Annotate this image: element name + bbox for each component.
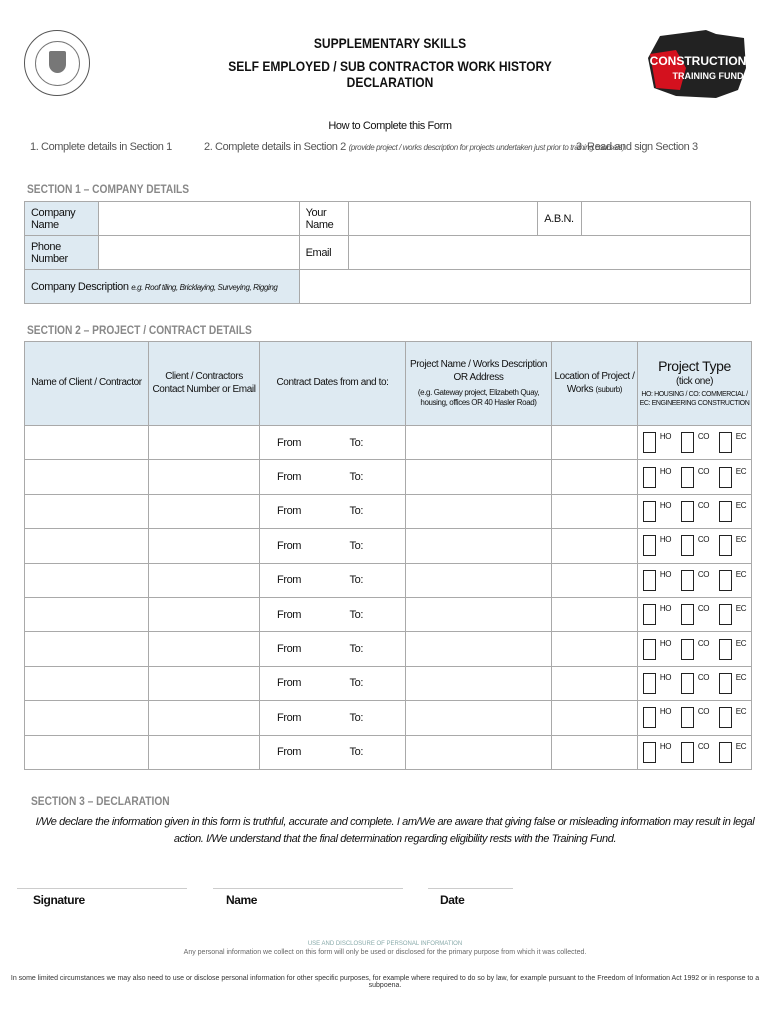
project-row	[25, 597, 752, 631]
government-seal-logo	[24, 30, 90, 96]
company-name-label: Company Name	[25, 202, 99, 236]
project-description-cell[interactable]	[406, 494, 552, 528]
name-line[interactable]	[213, 888, 403, 889]
howto-step2	[204, 141, 624, 153]
ec-label: EC	[735, 466, 747, 476]
ho-label: HO	[659, 741, 672, 751]
project-description-cell[interactable]	[406, 529, 552, 563]
header-location	[552, 342, 638, 426]
from-label: From	[277, 711, 302, 724]
howto-step2-note: (provide project / works description for projects undertaken just prior to training course/s)	[348, 143, 625, 152]
co-label: CO	[697, 432, 710, 442]
company-description-note: e.g. Roof tiling, Bricklaying, Surveying, Rigging	[131, 282, 278, 292]
client-name-cell[interactable]	[25, 735, 149, 769]
project-row	[25, 632, 752, 666]
howto-step1: 1. Complete details in Section 1	[30, 141, 172, 153]
housing-checkbox[interactable]	[643, 432, 656, 453]
client-name-cell[interactable]	[25, 701, 149, 735]
contract-dates-cell[interactable]	[260, 529, 406, 563]
project-type-cell	[638, 529, 752, 563]
commercial-checkbox[interactable]	[681, 604, 694, 625]
privacy-line1: Any personal information we collect on this form will only be used or disclosed for the primary purpose from which it was collected.	[183, 949, 587, 957]
co-label: CO	[697, 604, 710, 614]
email-label: Email	[299, 236, 348, 270]
contract-dates-cell[interactable]	[260, 666, 406, 700]
ho-label: HO	[659, 707, 672, 717]
location-cell[interactable]	[552, 563, 638, 597]
client-name-cell[interactable]	[25, 529, 149, 563]
client-contact-cell[interactable]	[149, 460, 260, 494]
project-description-cell[interactable]	[406, 426, 552, 460]
project-description-cell[interactable]	[406, 735, 552, 769]
ec-label: EC	[735, 569, 747, 579]
engineering-checkbox[interactable]	[719, 570, 732, 591]
header-location-note: (suburb)	[595, 384, 623, 394]
project-type-cell	[638, 735, 752, 769]
company-description-text: Company Description	[31, 280, 129, 293]
location-cell[interactable]	[552, 529, 638, 563]
co-label: CO	[697, 741, 710, 751]
project-row	[25, 563, 752, 597]
header-project-note: (e.g. Gateway project, Elizabeth Quay, housing, offices OR 40 Hasler Road)	[417, 388, 540, 407]
commercial-checkbox[interactable]	[681, 501, 694, 522]
commercial-checkbox[interactable]	[681, 467, 694, 488]
project-type-cell	[638, 632, 752, 666]
co-label: CO	[697, 466, 710, 476]
client-contact-cell[interactable]	[149, 494, 260, 528]
from-label: From	[277, 608, 302, 621]
to-label: To:	[349, 677, 363, 690]
howto-title: How to Complete this Form	[328, 120, 452, 132]
ec-label: EC	[735, 741, 747, 751]
company-description-label	[25, 270, 300, 304]
engineering-checkbox[interactable]	[719, 535, 732, 556]
ec-label: EC	[735, 672, 747, 682]
housing-checkbox[interactable]	[643, 707, 656, 728]
housing-checkbox[interactable]	[643, 742, 656, 763]
from-label: From	[277, 505, 302, 518]
client-name-cell[interactable]	[25, 460, 149, 494]
co-label: CO	[697, 707, 710, 717]
engineering-checkbox[interactable]	[719, 604, 732, 625]
commercial-checkbox[interactable]	[681, 432, 694, 453]
project-type-cell	[638, 460, 752, 494]
contract-dates-cell[interactable]	[260, 494, 406, 528]
client-name-cell[interactable]	[25, 632, 149, 666]
abn-label: A.B.N.	[538, 202, 582, 236]
housing-checkbox[interactable]	[643, 673, 656, 694]
to-label: To:	[349, 539, 363, 552]
company-description-field[interactable]	[299, 270, 750, 304]
project-row	[25, 735, 752, 769]
location-cell[interactable]	[552, 597, 638, 631]
from-label: From	[277, 677, 302, 690]
ho-label: HO	[659, 672, 672, 682]
project-row	[25, 460, 752, 494]
engineering-checkbox[interactable]	[719, 501, 732, 522]
client-name-cell[interactable]	[25, 426, 149, 460]
commercial-checkbox[interactable]	[681, 742, 694, 763]
from-label: From	[277, 746, 302, 759]
construction-training-fund-logo	[646, 28, 748, 100]
to-label: To:	[349, 471, 363, 484]
privacy-notice	[0, 940, 770, 958]
header-dates: Contract Dates from and to:	[260, 342, 406, 426]
svg-text:TRAINING FUND: TRAINING FUND	[672, 71, 744, 81]
client-name-cell[interactable]	[25, 563, 149, 597]
location-cell[interactable]	[552, 460, 638, 494]
from-label: From	[277, 643, 302, 656]
privacy-line2: In some limited circumstances we may also need to use or disclose personal information for other specific purposes, for example where required to do so by law, for example pursuant to the Freedom of Information Act 1992 or in response to a subpoena.	[10, 975, 760, 989]
engineering-checkbox[interactable]	[719, 639, 732, 660]
location-cell[interactable]	[552, 701, 638, 735]
ho-label: HO	[659, 500, 672, 510]
svg-text:CONSTRUCTION: CONSTRUCTION	[649, 54, 747, 68]
to-label: To:	[349, 608, 363, 621]
date-line[interactable]	[428, 888, 513, 889]
header-client: Name of Client / Contractor	[25, 342, 149, 426]
to-label: To:	[349, 643, 363, 656]
commercial-checkbox[interactable]	[681, 570, 694, 591]
section1-heading: SECTION 1 – COMPANY DETAILS	[27, 182, 190, 196]
ho-label: HO	[659, 466, 672, 476]
company-name-field[interactable]	[98, 202, 299, 236]
signature-line[interactable]	[17, 888, 187, 889]
project-description-cell[interactable]	[406, 701, 552, 735]
header-project-type-legend: HO: HOUSING / CO: COMMERCIAL / EC: ENGINEERING CONSTRUCTION	[639, 391, 750, 407]
company-details-table	[24, 201, 751, 304]
location-cell[interactable]	[552, 735, 638, 769]
from-label: From	[277, 539, 302, 552]
section3-heading: SECTION 3 – DECLARATION	[31, 794, 170, 808]
co-label: CO	[697, 638, 710, 648]
header-contact: Client / Contractors Contact Number or Email	[149, 342, 260, 426]
ho-label: HO	[659, 569, 672, 579]
privacy-heading: USE AND DISCLOSURE OF PERSONAL INFORMATION	[307, 941, 463, 947]
from-label: From	[277, 436, 302, 449]
engineering-checkbox[interactable]	[719, 467, 732, 488]
section2-heading: SECTION 2 – PROJECT / CONTRACT DETAILS	[27, 323, 252, 337]
client-name-cell[interactable]	[25, 597, 149, 631]
howto-step2-text: 2. Complete details in Section 2	[204, 141, 346, 153]
contract-dates-cell[interactable]	[260, 597, 406, 631]
contract-dates-cell[interactable]	[260, 426, 406, 460]
form-title-line2: SELF EMPLOYED / SUB CONTRACTOR WORK HISTORY DECLARATION	[228, 58, 552, 90]
project-type-cell	[638, 597, 752, 631]
ec-label: EC	[735, 707, 747, 717]
housing-checkbox[interactable]	[643, 570, 656, 591]
ho-label: HO	[659, 604, 672, 614]
your-name-label: Your Name	[299, 202, 348, 236]
ho-label: HO	[659, 535, 672, 545]
header-project-type-title: Project Type	[658, 358, 731, 375]
engineering-checkbox[interactable]	[719, 432, 732, 453]
housing-checkbox[interactable]	[643, 604, 656, 625]
project-row	[25, 701, 752, 735]
client-contact-cell[interactable]	[149, 701, 260, 735]
project-type-cell	[638, 666, 752, 700]
signature-label: Signature	[33, 893, 85, 907]
header-project-type	[638, 342, 752, 426]
client-contact-cell[interactable]	[149, 529, 260, 563]
client-contact-cell[interactable]	[149, 666, 260, 700]
phone-field[interactable]	[98, 236, 299, 270]
your-name-field[interactable]	[348, 202, 538, 236]
declaration-text: I/We declare the information given in this form is truthful, accurate and complete. I am/We are aware that giving false or misleading information may result in legal action. I/We understand that the final determination regarding eligibility rests with the Training Fund.	[35, 816, 755, 845]
commercial-checkbox[interactable]	[681, 535, 694, 556]
contract-dates-cell[interactable]	[260, 563, 406, 597]
header-location-text: Location of Project / Works	[554, 371, 635, 395]
location-cell[interactable]	[552, 426, 638, 460]
housing-checkbox[interactable]	[643, 535, 656, 556]
ec-label: EC	[735, 535, 747, 545]
howto-step3: 3. Read and sign Section 3	[576, 141, 698, 153]
housing-checkbox[interactable]	[643, 501, 656, 522]
to-label: To:	[349, 505, 363, 518]
form-title-line1: SUPPLEMENTARY SKILLS	[313, 35, 467, 51]
project-row	[25, 426, 752, 460]
project-row	[25, 494, 752, 528]
abn-field[interactable]	[582, 202, 751, 236]
to-label: To:	[349, 746, 363, 759]
project-type-cell	[638, 426, 752, 460]
client-contact-cell[interactable]	[149, 735, 260, 769]
location-cell[interactable]	[552, 632, 638, 666]
commercial-checkbox[interactable]	[681, 639, 694, 660]
project-description-cell[interactable]	[406, 460, 552, 494]
to-label: To:	[349, 574, 363, 587]
client-contact-cell[interactable]	[149, 597, 260, 631]
name-label: Name	[226, 893, 258, 907]
co-label: CO	[697, 535, 710, 545]
header-project	[406, 342, 552, 426]
project-row	[25, 666, 752, 700]
project-description-cell[interactable]	[406, 632, 552, 666]
to-label: To:	[349, 436, 363, 449]
co-label: CO	[697, 500, 710, 510]
client-contact-cell[interactable]	[149, 632, 260, 666]
project-row	[25, 529, 752, 563]
client-contact-cell[interactable]	[149, 426, 260, 460]
client-name-cell[interactable]	[25, 666, 149, 700]
date-label: Date	[440, 893, 465, 907]
contract-dates-cell[interactable]	[260, 632, 406, 666]
engineering-checkbox[interactable]	[719, 673, 732, 694]
project-description-cell[interactable]	[406, 666, 552, 700]
housing-checkbox[interactable]	[643, 639, 656, 660]
project-type-cell	[638, 494, 752, 528]
header-project-text: Project Name / Works Description OR Address	[409, 359, 548, 383]
phone-label: Phone Number	[25, 236, 99, 270]
commercial-checkbox[interactable]	[681, 673, 694, 694]
co-label: CO	[697, 672, 710, 682]
from-label: From	[277, 574, 302, 587]
ec-label: EC	[735, 500, 747, 510]
location-cell[interactable]	[552, 666, 638, 700]
client-contact-cell[interactable]	[149, 563, 260, 597]
location-cell[interactable]	[552, 494, 638, 528]
project-description-cell[interactable]	[406, 563, 552, 597]
co-label: CO	[697, 569, 710, 579]
engineering-checkbox[interactable]	[719, 707, 732, 728]
contract-dates-cell[interactable]	[260, 701, 406, 735]
ec-label: EC	[735, 432, 747, 442]
project-description-cell[interactable]	[406, 597, 552, 631]
from-label: From	[277, 471, 302, 484]
project-type-cell	[638, 563, 752, 597]
contract-dates-cell[interactable]	[260, 735, 406, 769]
ec-label: EC	[735, 638, 747, 648]
client-name-cell[interactable]	[25, 494, 149, 528]
header-project-type-note: (tick one)	[675, 375, 714, 387]
to-label: To:	[349, 711, 363, 724]
contract-dates-cell[interactable]	[260, 460, 406, 494]
housing-checkbox[interactable]	[643, 467, 656, 488]
commercial-checkbox[interactable]	[681, 707, 694, 728]
ho-label: HO	[659, 432, 672, 442]
project-details-table	[24, 341, 752, 770]
email-field[interactable]	[348, 236, 750, 270]
project-type-cell	[638, 701, 752, 735]
engineering-checkbox[interactable]	[719, 742, 732, 763]
ec-label: EC	[735, 604, 747, 614]
ho-label: HO	[659, 638, 672, 648]
